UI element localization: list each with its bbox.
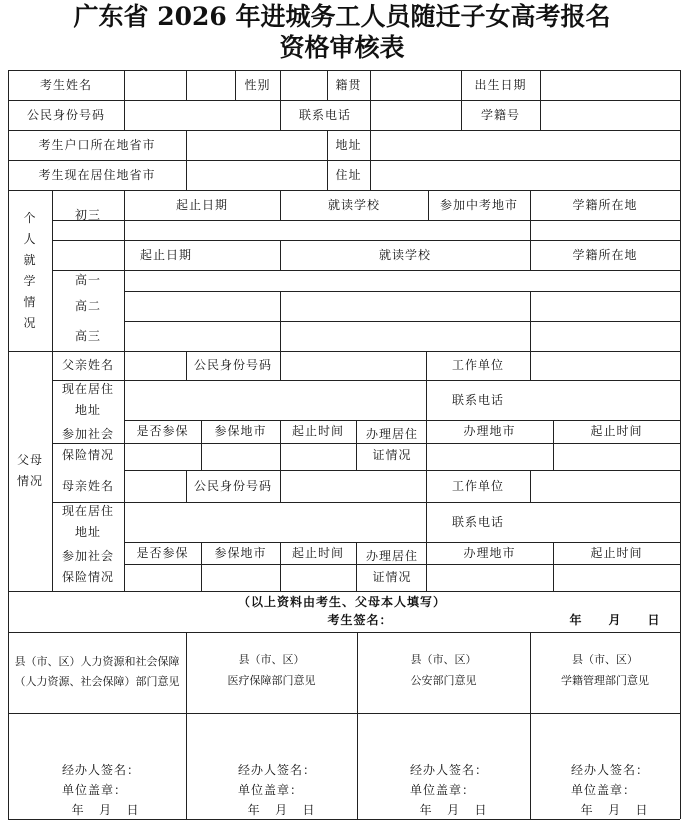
- signoff-medical: 经办人签名： 单位盖章： 年 月 日: [238, 763, 317, 817]
- label-mother-phone: 联系电话: [451, 515, 504, 529]
- label-father-id: 公民身份号码: [193, 358, 272, 372]
- label-father-permit-time: 起止时间: [590, 424, 643, 438]
- label-mother-permit-city: 办理地市: [463, 546, 516, 560]
- label-hukou-location: 考生户口所在地省市: [38, 138, 156, 152]
- dept-medical: 医疗保障部门意见: [227, 674, 316, 687]
- label-mother-id: 公民身份号码: [193, 479, 272, 493]
- label-father-permit: 办理居住证情况: [365, 427, 418, 462]
- label-senior2: 高二: [74, 299, 101, 313]
- dept-registry: 学籍管理部门意见: [561, 674, 649, 687]
- label-father-permit-city: 办理地市: [463, 424, 516, 438]
- label-birth-date: 出生日期: [474, 78, 527, 92]
- label-j3-school: 就读学校: [327, 198, 380, 212]
- label-mother-name: 母亲姓名: [61, 479, 114, 493]
- dept-medical-prefix: 县（市、区）: [238, 653, 305, 666]
- label-mother-is-insured: 是否参保: [136, 546, 189, 560]
- label-gender: 性别: [244, 78, 271, 92]
- dept-hr: 县（市、区）人力资源和社会保障（人力资源、社会保障）部门意见: [14, 655, 180, 688]
- label-father-insurance: 参加社会保险情况: [61, 427, 114, 462]
- label-father-phone: 联系电话: [451, 393, 504, 407]
- form-title-line1: 广东省 2026 年进城务工人员随迁子女高考报名: [73, 2, 611, 31]
- label-j3-registry: 学籍所在地: [572, 198, 638, 212]
- label-mother-insured-city: 参保地市: [214, 546, 267, 560]
- label-hukou-address: 地址: [335, 138, 362, 152]
- label-student-phone: 联系电话: [298, 108, 351, 122]
- label-native-place: 籍贯: [335, 78, 362, 92]
- label-senior-date: 起止日期: [139, 248, 192, 262]
- label-mother-permit-time: 起止时间: [590, 546, 643, 560]
- label-mother-insurance: 参加社会保险情况: [61, 548, 114, 584]
- label-mother-ins-time: 起止时间: [291, 546, 344, 560]
- label-schooling-section: 个人就学情况: [23, 210, 37, 330]
- label-j3-exam-place: 参加中考地市: [439, 198, 518, 212]
- label-father-work-unit: 工作单位: [451, 358, 504, 372]
- label-student-name: 考生姓名: [39, 78, 92, 92]
- label-residence-address: 住址: [335, 168, 362, 182]
- label-father-ins-time: 起止时间: [291, 424, 344, 438]
- label-senior3: 高三: [74, 329, 101, 343]
- footer-note: （以上资料由考生、父母本人填写）: [237, 595, 446, 609]
- label-school-reg-no: 学籍号: [480, 108, 520, 122]
- label-father-insured-city: 参保地市: [214, 424, 267, 438]
- label-mother-work-unit: 工作单位: [451, 479, 504, 493]
- label-student-id: 公民身份号码: [26, 108, 105, 122]
- dept-police-prefix: 县（市、区）: [410, 653, 477, 666]
- label-father-address: 现在居住地址: [61, 382, 114, 417]
- label-senior1: 高一: [74, 273, 101, 287]
- signoff-hr: 经办人签名： 单位盖章： 年 月 日: [62, 763, 141, 817]
- label-senior-school: 就读学校: [378, 248, 431, 262]
- dept-police: 公安部门意见: [410, 674, 477, 687]
- signoff-police: 经办人签名： 单位盖章： 年 月 日: [410, 763, 489, 817]
- label-father-name: 父亲姓名: [61, 358, 114, 372]
- label-residence-location: 考生现在居住地省市: [38, 168, 156, 182]
- footer-date: 年 月 日: [569, 613, 661, 627]
- label-mother-permit: 办理居住证情况: [365, 549, 418, 584]
- form-title-line2: 资格审核表: [279, 33, 405, 62]
- label-junior3: 初三: [74, 208, 101, 222]
- label-senior-registry: 学籍所在地: [572, 248, 638, 262]
- label-father-is-insured: 是否参保: [136, 424, 189, 438]
- label-j3-date: 起止日期: [175, 198, 228, 212]
- signoff-registry: 经办人签名： 单位盖章： 年 月 日: [571, 763, 650, 817]
- dept-registry-prefix: 县（市、区）: [572, 653, 638, 666]
- footer-signature: 考生签名：: [327, 613, 393, 627]
- label-parents-section: 父母情况: [16, 453, 43, 488]
- label-mother-address: 现在居住地址: [61, 504, 114, 539]
